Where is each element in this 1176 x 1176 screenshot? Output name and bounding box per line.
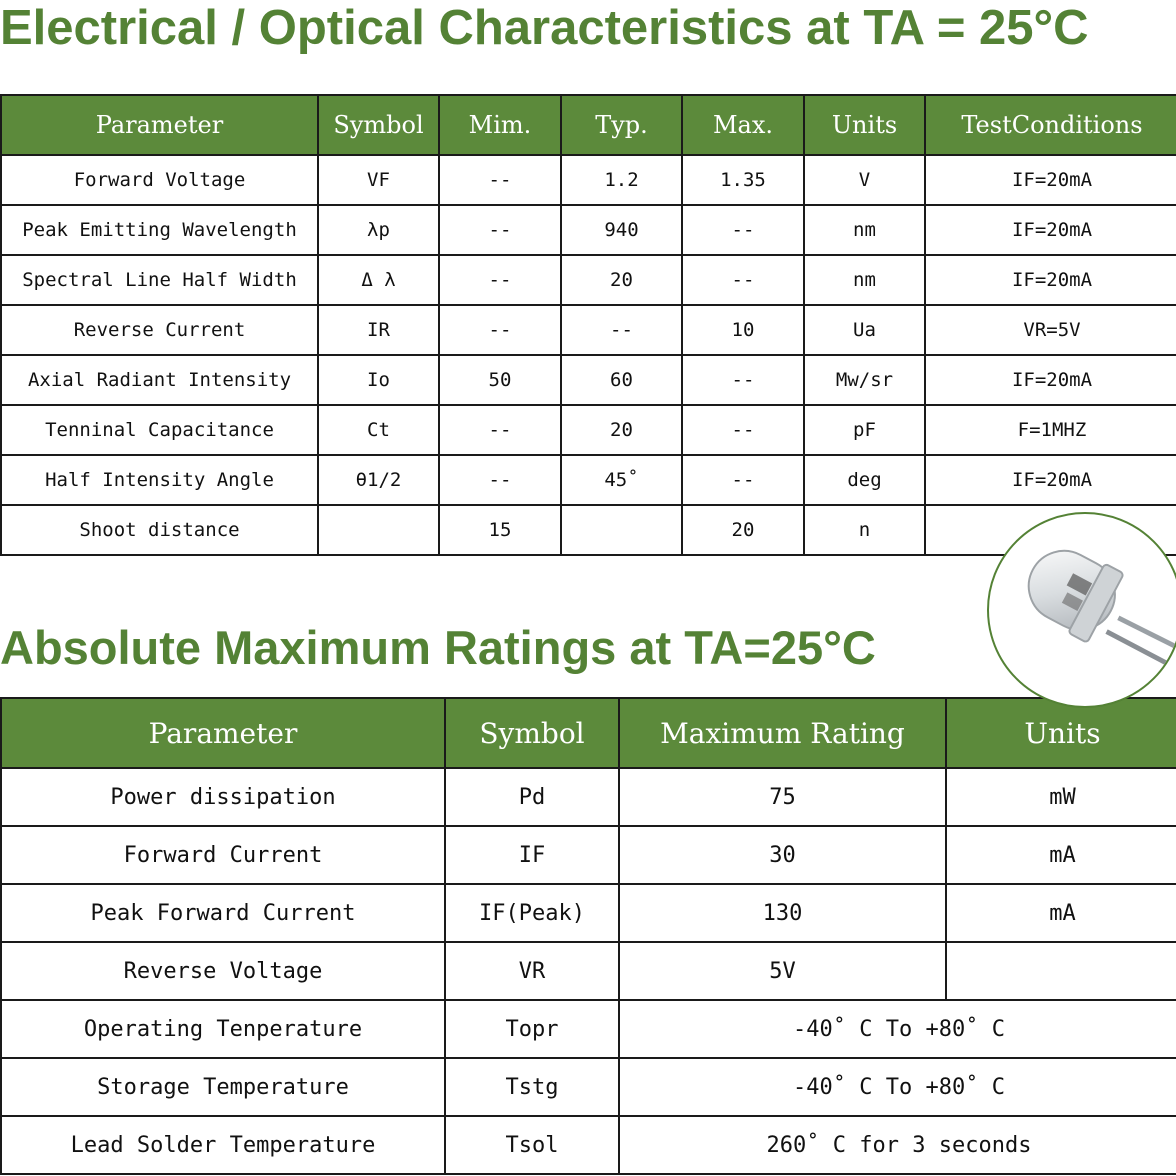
cell-symbol: Δ λ [318, 255, 439, 305]
cell-parameter: Axial Radiant Intensity [1, 355, 318, 405]
cell-parameter: Tenninal Capacitance [1, 405, 318, 455]
cell-min: -- [439, 305, 561, 355]
cell-min: -- [439, 455, 561, 505]
cell-symbol: Tstg [445, 1058, 619, 1116]
cell-min: -- [439, 155, 561, 205]
cell-test-conditions: IF=20mA [925, 455, 1176, 505]
cell-typ: 20 [561, 405, 682, 455]
cell-min: -- [439, 205, 561, 255]
cell-units: mA [946, 884, 1176, 942]
cell-test-conditions: F=1MHZ [925, 405, 1176, 455]
cell-symbol: VF [318, 155, 439, 205]
cell-symbol: Pd [445, 768, 619, 826]
cell-symbol: IR [318, 305, 439, 355]
cell-parameter: Lead Solder Temperature [1, 1116, 445, 1174]
cell-typ: 60 [561, 355, 682, 405]
header-units: Units [804, 95, 925, 155]
cell-test-conditions: IF=20mA [925, 205, 1176, 255]
header-test-conditions: TestConditions [925, 95, 1176, 155]
cell-test-conditions: IF=20mA [925, 155, 1176, 205]
cell-max: -- [682, 255, 804, 305]
cell-symbol: IF(Peak) [445, 884, 619, 942]
cell-parameter: Reverse Current [1, 305, 318, 355]
header-parameter: Parameter [1, 95, 318, 155]
cell-symbol: Ct [318, 405, 439, 455]
cell-parameter: Power dissipation [1, 768, 445, 826]
table-row [1, 205, 1176, 255]
cell-parameter: Forward Voltage [1, 155, 318, 205]
header-typ: Typ. [561, 95, 682, 155]
table-header-row [1, 698, 1176, 768]
cell-max: -- [682, 205, 804, 255]
table-row [1, 884, 1176, 942]
cell-test-conditions: IF=20mA [925, 255, 1176, 305]
cell-units: nm [804, 255, 925, 305]
cell-units: Ua [804, 305, 925, 355]
cell-max: 10 [682, 305, 804, 355]
cell-max: -- [682, 455, 804, 505]
table-row [1, 355, 1176, 405]
header-maximum-rating: Maximum Rating [619, 698, 946, 768]
cell-symbol: θ1/2 [318, 455, 439, 505]
header-symbol: Symbol [445, 698, 619, 768]
cell-parameter: Peak Forward Current [1, 884, 445, 942]
cell-parameter: Peak Emitting Wavelength [1, 205, 318, 255]
cell-typ [561, 505, 682, 555]
cell-maximum-rating: -40˚ C To +80˚ C [619, 1000, 1176, 1058]
cell-max: 20 [682, 505, 804, 555]
table-row [1, 305, 1176, 355]
cell-typ: 20 [561, 255, 682, 305]
cell-maximum-rating: 5V [619, 942, 946, 1000]
table-row [1, 768, 1176, 826]
table-row [1, 155, 1176, 205]
led-diode-icon [987, 512, 1176, 708]
table-row [1, 1116, 1176, 1174]
absolute-ratings-table [0, 697, 1176, 1175]
led-diode-illustration [989, 514, 1176, 706]
cell-typ: 940 [561, 205, 682, 255]
cell-parameter: Shoot distance [1, 505, 318, 555]
cell-symbol: IF [445, 826, 619, 884]
cell-units: mW [946, 768, 1176, 826]
cell-maximum-rating: 260˚ C for 3 seconds [619, 1116, 1176, 1174]
cell-maximum-rating: 130 [619, 884, 946, 942]
header-min: Mim. [439, 95, 561, 155]
cell-min: -- [439, 405, 561, 455]
cell-min: 50 [439, 355, 561, 405]
cell-units: deg [804, 455, 925, 505]
cell-units: pF [804, 405, 925, 455]
cell-min: 15 [439, 505, 561, 555]
cell-symbol: VR [445, 942, 619, 1000]
cell-symbol [318, 505, 439, 555]
table-row [1, 405, 1176, 455]
cell-max: -- [682, 405, 804, 455]
table-row [1, 455, 1176, 505]
absolute-title: Absolute Maximum Ratings at TA=25°C [0, 621, 876, 674]
cell-test-conditions: IF=20mA [925, 355, 1176, 405]
table-row [1, 1000, 1176, 1058]
cell-symbol: λp [318, 205, 439, 255]
cell-units: n [804, 505, 925, 555]
cell-typ: 1.2 [561, 155, 682, 205]
cell-symbol: Io [318, 355, 439, 405]
cell-symbol: Topr [445, 1000, 619, 1058]
table-row [1, 1058, 1176, 1116]
cell-units: mA [946, 826, 1176, 884]
electrical-table [0, 94, 1176, 556]
cell-parameter: Operating Tenperature [1, 1000, 445, 1058]
header-symbol: Symbol [318, 95, 439, 155]
cell-maximum-rating: 30 [619, 826, 946, 884]
table-header-row [1, 95, 1176, 155]
table-row [1, 942, 1176, 1000]
cell-max: -- [682, 355, 804, 405]
cell-min: -- [439, 255, 561, 305]
cell-test-conditions: VR=5V [925, 305, 1176, 355]
cell-typ: 45˚ [561, 455, 682, 505]
cell-parameter: Spectral Line Half Width [1, 255, 318, 305]
cell-units: nm [804, 205, 925, 255]
cell-parameter: Half Intensity Angle [1, 455, 318, 505]
header-parameter: Parameter [1, 698, 445, 768]
table-row [1, 255, 1176, 305]
cell-typ: -- [561, 305, 682, 355]
cell-symbol: Tsol [445, 1116, 619, 1174]
electrical-title: Electrical / Optical Characteristics at TA = 25°C [0, 1, 1089, 55]
cell-max: 1.35 [682, 155, 804, 205]
header-units: Units [946, 698, 1176, 768]
table-row [1, 505, 1176, 555]
cell-units: Mw/sr [804, 355, 925, 405]
cell-units [946, 942, 1176, 1000]
cell-units: V [804, 155, 925, 205]
cell-maximum-rating: -40˚ C To +80˚ C [619, 1058, 1176, 1116]
table-row [1, 826, 1176, 884]
cell-parameter: Storage Temperature [1, 1058, 445, 1116]
cell-parameter: Forward Current [1, 826, 445, 884]
header-max: Max. [682, 95, 804, 155]
cell-parameter: Reverse Voltage [1, 942, 445, 1000]
cell-maximum-rating: 75 [619, 768, 946, 826]
